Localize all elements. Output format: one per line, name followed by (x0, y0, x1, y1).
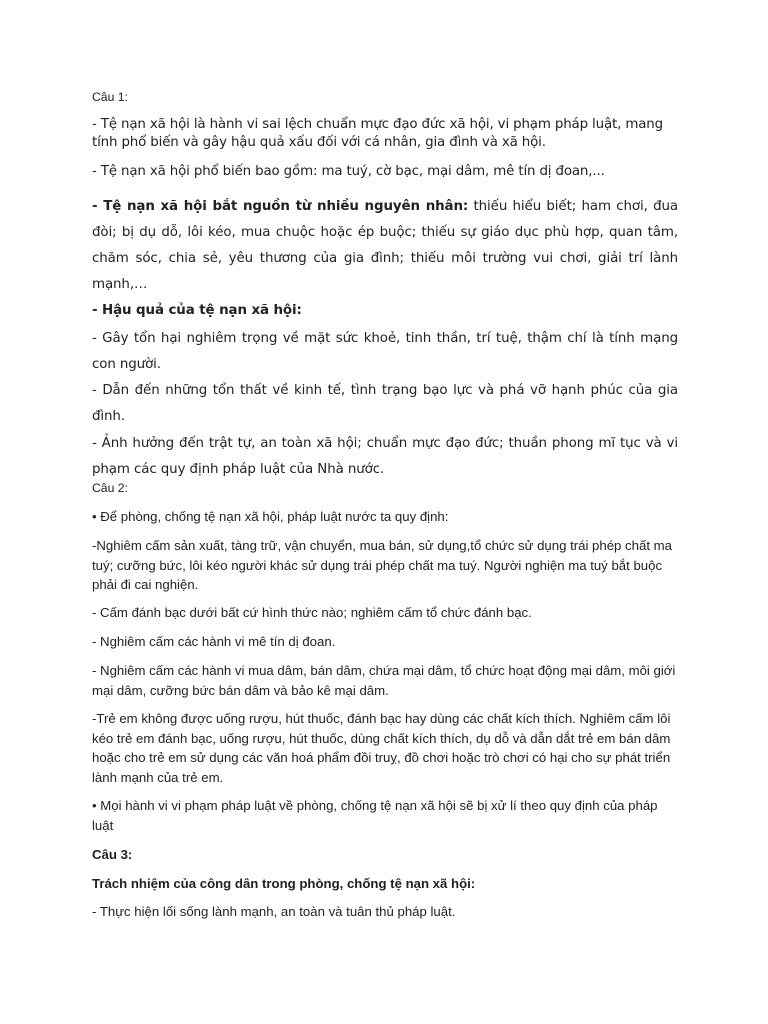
q1-causes-heading: - Tệ nạn xã hội bắt nguồn từ nhiều nguyên nhân: (92, 199, 469, 214)
q3-heading: Trách nhiệm của công dân trong phòng, chống tệ nạn xã hội: (92, 876, 476, 891)
q2-rule-children: -Trẻ em không được uống rượu, hút thuốc, đánh bạc hay dùng các chất kích thích. Nghiêm cấm lôi kéo trẻ em đánh bạc, uống rượu, hút thuốc, dùng chất kích thích, dụ dỗ và dẫn dắt trẻ em bán dâm hoặc cho trẻ em sử dụng các văn hoá phẩm đồi truỵ, đồ chơi hoặc trò chơi có hại cho sự phát triển lành mạnh của trẻ em. (92, 711, 671, 785)
q2-rule-prostitution: - Nghiêm cấm các hành vi mua dâm, bán dâm, chứa mại dâm, tổ chức hoạt động mại dâm, môi giới mại dâm, cưỡng bức bán dâm và bảo kê mại dâm. (92, 663, 676, 698)
q2-rule-superstition: - Nghiêm cấm các hành vi mê tín dị đoan. (92, 634, 336, 649)
q1-consequences-heading: - Hậu quả của tệ nạn xã hội: (92, 303, 302, 318)
q3-title: Câu 3: (92, 847, 133, 862)
q2-rule-penalty: • Mọi hành vi vi phạm pháp luật về phòng, chống tệ nạn xã hội sẽ bị xử lí theo quy định của pháp luật (92, 798, 658, 833)
q2-rule-gambling: - Cấm đánh bạc dưới bất cứ hình thức nào; nghiêm cấm tổ chức đánh bạc. (92, 605, 532, 620)
q1-causes-text: thiếu hiểu biết; ham chơi, đua đòi; bị dụ dỗ, lôi kéo, mua chuộc hoặc ép buộc; thiếu sự giáo dục phù hợp, quan tâm, chăm sóc, chia sẻ, yêu thương của gia đình; thiếu môi trường vui chơi, giải trí lành mạnh,… (92, 199, 678, 292)
q1-common-vices: - Tệ nạn xã hội phổ biến bao gồm: ma tuý, cờ bạc, mại dâm, mê tín dị đoan,... (92, 164, 605, 179)
q2-intro: • Để phòng, chống tệ nạn xã hội, pháp luật nước ta quy định: (92, 509, 449, 524)
q3-responsibility-1: - Thực hiện lối sống lành mạnh, an toàn và tuân thủ pháp luật. (92, 904, 456, 919)
q2-title: Câu 2: (92, 481, 128, 495)
q1-consequence-3: - Ảnh hưởng đến trật tự, an toàn xã hội; chuẩn mực đạo đức; thuần phong mĩ tục và vi phạm các quy định pháp luật của Nhà nước. (92, 436, 678, 477)
q1-definition: - Tệ nạn xã hội là hành vi sai lệch chuẩn mực đạo đức xã hội, vi phạm pháp luật, mang tính phổ biến và gây hậu quả xấu đối với cá nhân, gia đình và xã hội. (92, 117, 663, 150)
q1-title: Câu 1: (92, 90, 128, 104)
q1-consequence-2: - Dẫn đến những tổn thất về kinh tế, tình trạng bạo lực và phá vỡ hạnh phúc của gia đình. (92, 383, 678, 424)
q1-causes (92, 194, 678, 298)
q2-rule-drugs: -Nghiêm cấm sản xuất, tàng trữ, vận chuyển, mua bán, sử dụng,tổ chức sử dụng trái phép chất ma tuý; cưỡng bức, lôi kéo người khác sử dụng trái phép chất ma tuý. Người nghiện ma tuý bắt buộc phải đi cai nghiện. (92, 538, 672, 592)
q1-consequence-1: - Gây tổn hại nghiêm trọng về mặt sức khoẻ, tinh thần, trí tuệ, thậm chí là tính mạng con người. (92, 331, 678, 372)
